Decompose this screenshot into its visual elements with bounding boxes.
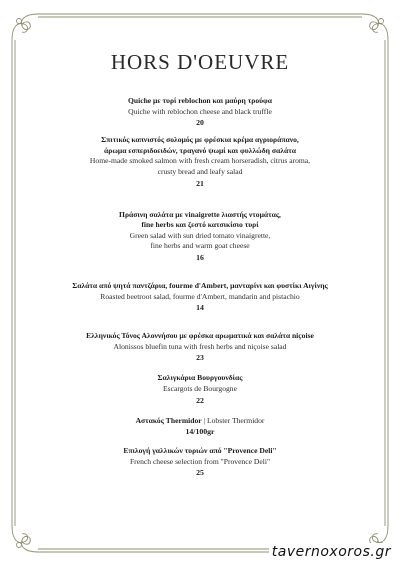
item-greek-name: άρωμα εσπεριδοειδών, τραγανό ψωμί και φυλλώδη σαλάτα: [104, 145, 296, 155]
item-price: 14: [196, 303, 204, 313]
corner-flourish-top-left: [12, 14, 38, 40]
item-greek-name: Επιλογή γαλλικών τυριών από "Provence Deli": [123, 446, 277, 456]
item-price: 14/100gr: [185, 427, 215, 437]
item-greek-name: Πράσινη σαλάτα με vinaigrette λιαστής ντομάτας,: [119, 209, 281, 219]
page-title: HORS D'OEUVRE: [110, 50, 290, 74]
item-price: 16: [196, 252, 204, 262]
item-price: 21: [196, 178, 204, 188]
item-greek-name: Σπιτικός καπνιστός σολομός με φρέσκια κρέμα αγριοράπανο,: [101, 135, 299, 145]
item-name-line: [40, 416, 360, 427]
menu-item: [40, 281, 360, 313]
menu-item: [40, 331, 360, 363]
item-english-name: Green salad with sun dried tomato vinaigrette,: [129, 230, 271, 240]
corner-flourish-bottom-left: [12, 526, 38, 552]
item-english-name: crusty bread and leafy salad: [157, 166, 243, 176]
watermark: tavernoxoros.gr: [269, 543, 394, 561]
item-english-name: Escargots de Bourgogne: [163, 383, 237, 393]
menu-item: [40, 135, 360, 188]
menu-list: [40, 96, 360, 478]
item-english-name: fine herbs and warm goat cheese: [150, 241, 250, 251]
item-price: 20: [196, 118, 204, 128]
item-separator: |: [201, 415, 207, 425]
menu-item: [40, 210, 360, 263]
menu-item: [40, 373, 360, 405]
menu-item: [40, 446, 360, 478]
menu-item: [40, 96, 360, 128]
item-greek-name: Quiche με τυρί reblochon και μαύρη τρούφα: [127, 96, 273, 105]
item-english-name: Alonissos bluefin tuna with fresh herbs and niçoise salad: [113, 341, 287, 351]
item-price: 23: [196, 353, 204, 363]
item-price: 25: [196, 468, 204, 478]
item-english-name: Roasted beetroot salad, fourme d'Ambert, mandarin and pistachio: [100, 291, 300, 301]
item-price: 22: [196, 395, 204, 405]
corner-flourish-top-right: [362, 14, 388, 40]
item-greek-name: Σαλιγκάρια Βουργουνδίας: [157, 373, 243, 383]
item-english-name: French cheese selection from "Provence Deli": [129, 456, 271, 466]
item-english-name: Home-made smoked salmon with fresh cream horseradish, citrus aroma,: [89, 156, 311, 166]
item-english-name: Lobster Thermidor: [207, 415, 265, 425]
item-greek-name: fine herbs και ζεστό κατσικίσιο τυρί: [141, 220, 259, 230]
item-english-name: Quiche with reblochon cheese and black truffle: [128, 106, 272, 116]
menu-item: [40, 416, 360, 438]
item-greek-name: Ελληνικός Τόνος Αλοννήσου με φρέσκα αρωματικά και σαλάτα niçoise: [86, 331, 314, 341]
item-greek-name: Αστακός Thermidor: [135, 415, 202, 425]
item-greek-name: Σαλάτα από ψητά παντζάρια, fourme d'Ambert, μανταρίνι και φυστίκι Αιγίνης: [72, 280, 328, 290]
